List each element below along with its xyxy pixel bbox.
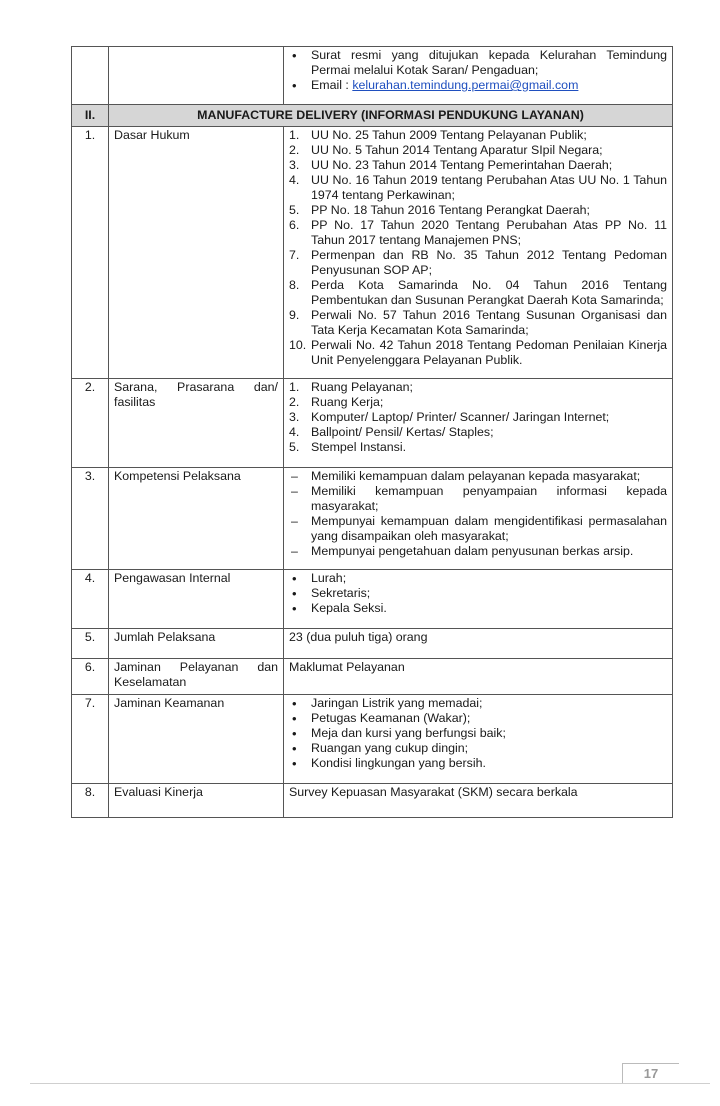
email-link[interactable]: kelurahan.temindung.permai@gmail.com bbox=[352, 78, 579, 92]
row-content bbox=[284, 695, 673, 784]
row-number: 3. bbox=[72, 468, 109, 570]
list-item: • Ruangan yang cukup dingin; bbox=[289, 741, 667, 756]
row-label: Dasar Hukum bbox=[109, 127, 284, 379]
row-label: Jaminan Keamanan bbox=[109, 695, 284, 784]
table-row bbox=[72, 629, 673, 659]
list-item: • Lurah; bbox=[289, 571, 667, 586]
row-label: Sarana, Prasarana dan/ fasilitas bbox=[109, 379, 284, 468]
row-label: Jumlah Pelaksana bbox=[109, 629, 284, 659]
section-header-row bbox=[72, 105, 673, 127]
table-row bbox=[72, 468, 673, 570]
list-item: 6. PP No. 17 Tahun 2020 Tentang Perubahan Atas PP No. 11 Tahun 2017 tentang Manajemen PNS; bbox=[289, 218, 667, 247]
list-item: 4. Ballpoint/ Pensil/ Kertas/ Staples; bbox=[289, 425, 494, 439]
list-item bbox=[289, 78, 667, 93]
continuation-row bbox=[72, 47, 673, 105]
list-item: • Meja dan kursi yang berfungsi baik; bbox=[289, 726, 667, 741]
row-content bbox=[284, 468, 673, 570]
list-item: 9. Perwali No. 57 Tahun 2016 Tentang Susunan Organisasi dan Tata Kerja Kecamatan Kota Samarinda; bbox=[289, 308, 667, 337]
list-item: 2. Ruang Kerja; bbox=[289, 395, 384, 409]
row-content: Maklumat Pelayanan bbox=[284, 659, 673, 695]
list-item: 10. Perwali No. 42 Tahun 2018 Tentang Pedoman Penilaian Kinerja Unit Penyelenggara Pelayanan Publik. bbox=[289, 338, 667, 367]
row-content: 23 (dua puluh tiga) orang bbox=[284, 629, 673, 659]
row-label: Jaminan Pelayanan dan Keselamatan bbox=[109, 659, 284, 695]
list-item: • Petugas Keamanan (Wakar); bbox=[289, 711, 667, 726]
list-item: • Kepala Seksi. bbox=[289, 601, 667, 616]
section-title: MANUFACTURE DELIVERY (INFORMASI PENDUKUNG LAYANAN) bbox=[109, 105, 673, 127]
row-label: Pengawasan Internal bbox=[109, 570, 284, 629]
row-content bbox=[284, 570, 673, 629]
list-item: 8. Perda Kota Samarinda No. 04 Tahun 2016 Tentang Pembentukan dan Susunan Perangkat Daerah Kota Samarinda; bbox=[289, 278, 667, 307]
list-item: • Kondisi lingkungan yang bersih. bbox=[289, 756, 667, 771]
list-item: – Mempunyai pengetahuan dalam penyusunan berkas arsip. bbox=[289, 544, 667, 559]
list-item: – Mempunyai kemampuan dalam mengidentifikasi permasalahan yang disampaikan oleh masyarakat; bbox=[289, 514, 667, 544]
row-number: 8. bbox=[72, 784, 109, 818]
section-number: II. bbox=[72, 105, 109, 127]
row-label: Kompetensi Pelaksana bbox=[109, 468, 284, 570]
row-number: 6. bbox=[72, 659, 109, 695]
row-number: 7. bbox=[72, 695, 109, 784]
complaint-channels-cell bbox=[284, 47, 673, 105]
row-label: Evaluasi Kinerja bbox=[109, 784, 284, 818]
list-item: 4. UU No. 16 Tahun 2019 tentang Perubahan Atas UU No. 1 Tahun 1974 tentang Perkawinan; bbox=[289, 173, 667, 202]
empty-cell bbox=[109, 47, 284, 105]
list-item: • Surat resmi yang ditujukan kepada Kelurahan Temindung Permai melalui Kotak Saran/ Pengaduan; bbox=[289, 48, 667, 78]
list-item: – Memiliki kemampuan penyampaian informasi kepada masyarakat; bbox=[289, 484, 667, 514]
page-number: 17 bbox=[622, 1063, 679, 1084]
list-item: • Jaringan Listrik yang memadai; bbox=[289, 696, 667, 711]
table-row bbox=[72, 127, 673, 379]
list-item: 2. UU No. 5 Tahun 2014 Tentang Aparatur SIpil Negara; bbox=[289, 143, 603, 157]
list-item: 3. UU No. 23 Tahun 2014 Tentang Pemerintahan Daerah; bbox=[289, 158, 613, 172]
list-item: 1. UU No. 25 Tahun 2009 Tentang Pelayanan Publik; bbox=[289, 128, 587, 142]
list-item: 7. Permenpan dan RB No. 35 Tahun 2012 Tentang Pedoman Penyusunan SOP AP; bbox=[289, 248, 667, 277]
table-row bbox=[72, 570, 673, 629]
row-number: 5. bbox=[72, 629, 109, 659]
table-row bbox=[72, 379, 673, 468]
list-item: 5. PP No. 18 Tahun 2016 Tentang Perangkat Daerah; bbox=[289, 203, 590, 217]
table-row bbox=[72, 784, 673, 818]
row-number: 4. bbox=[72, 570, 109, 629]
list-item: 1. Ruang Pelayanan; bbox=[289, 380, 413, 394]
empty-cell bbox=[72, 47, 109, 105]
list-item: • Sekretaris; bbox=[289, 586, 667, 601]
list-item: 5. Stempel Instansi. bbox=[289, 440, 407, 454]
row-content bbox=[284, 127, 673, 379]
table-row bbox=[72, 695, 673, 784]
list-item: – Memiliki kemampuan dalam pelayanan kepada masyarakat; bbox=[289, 469, 667, 484]
email-label: Email : bbox=[311, 78, 353, 92]
service-info-table bbox=[71, 46, 673, 818]
row-content bbox=[284, 379, 673, 468]
list-item: 3. Komputer/ Laptop/ Printer/ Scanner/ Jaringan Internet; bbox=[289, 410, 610, 424]
table-row bbox=[72, 659, 673, 695]
footer-divider bbox=[30, 1083, 710, 1084]
row-number: 2. bbox=[72, 379, 109, 468]
row-content: Survey Kepuasan Masyarakat (SKM) secara berkala bbox=[284, 784, 673, 818]
row-number: 1. bbox=[72, 127, 109, 379]
